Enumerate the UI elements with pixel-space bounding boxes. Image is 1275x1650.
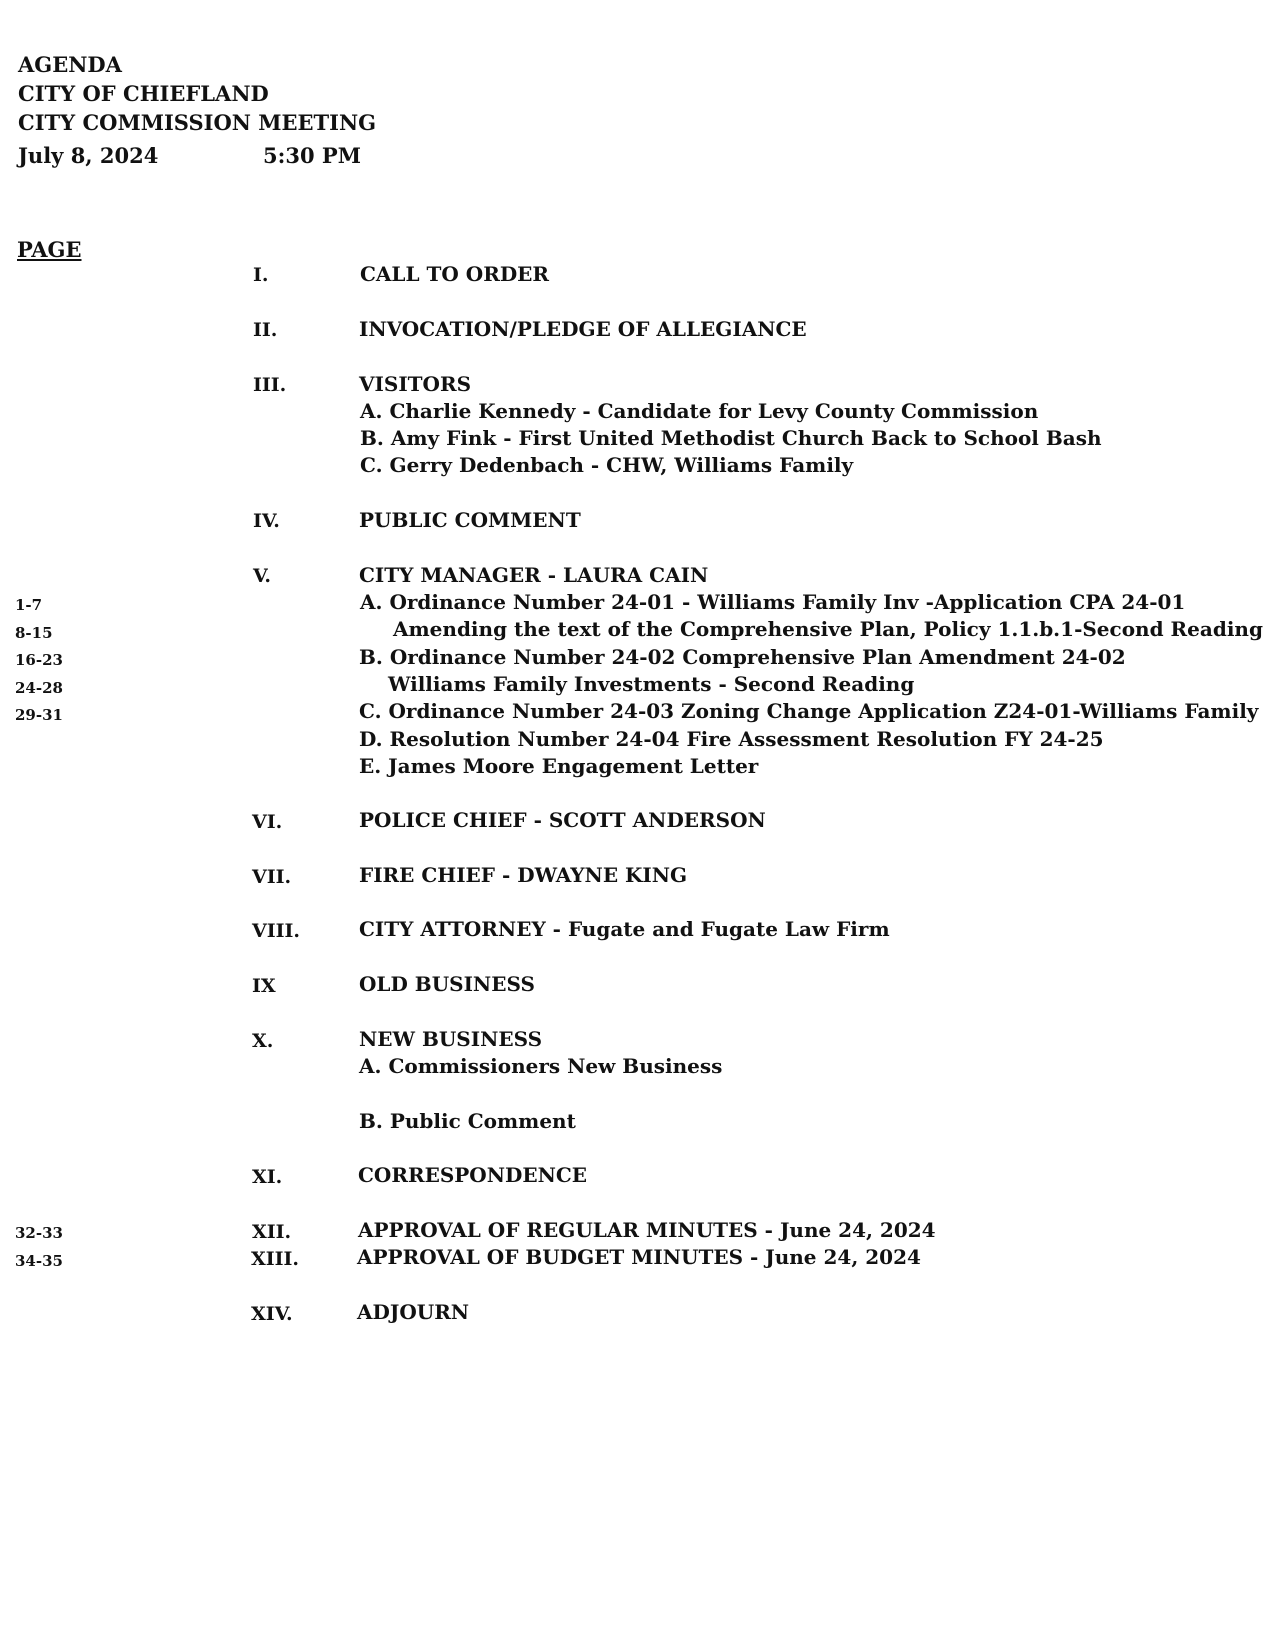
section-title: APPROVAL OF BUDGET MINUTES - June 24, 2024 <box>357 1245 921 1269</box>
agenda-item: E. James Moore Engagement Letter <box>359 754 759 778</box>
section-number: X. <box>252 1030 274 1052</box>
agenda-item: A. Commissioners New Business <box>359 1054 723 1078</box>
section-number: III. <box>253 374 287 396</box>
agenda-item: B. Public Comment <box>359 1109 576 1133</box>
agenda-item: A. Charlie Kennedy - Candidate for Levy County Commission <box>360 399 1039 423</box>
meeting-time: 5:30 PM <box>263 143 361 168</box>
page-ref: 8-15 <box>15 624 53 642</box>
section-title: CITY ATTORNEY - Fugate and Fugate Law Firm <box>359 917 890 941</box>
meeting-name: CITY COMMISSION MEETING <box>18 110 377 135</box>
section-title: CALL TO ORDER <box>360 262 550 286</box>
section-title: CORRESPONDENCE <box>358 1163 588 1187</box>
meeting-date: July 8, 2024 <box>18 143 159 168</box>
section-number: II. <box>253 319 278 341</box>
section-title: POLICE CHIEF - SCOTT ANDERSON <box>359 808 766 832</box>
city-name: CITY OF CHIEFLAND <box>18 81 269 106</box>
agenda-item: A. Ordinance Number 24-01 - Williams Family Inv -Application CPA 24-01 <box>360 590 1186 614</box>
agenda-title: AGENDA <box>18 52 122 77</box>
page-ref: 34-35 <box>15 1252 63 1270</box>
page-ref: 29-31 <box>15 706 63 724</box>
section-number: I. <box>253 264 269 286</box>
agenda-item: C. Gerry Dedenbach - CHW, Williams Family <box>360 453 854 477</box>
agenda-item: B. Ordinance Number 24-02 Comprehensive Plan Amendment 24-02 <box>359 645 1126 669</box>
page-ref: 16-23 <box>15 651 63 669</box>
section-number: VIII. <box>252 920 301 942</box>
section-title: INVOCATION/PLEDGE OF ALLEGIANCE <box>359 317 807 341</box>
section-title: NEW BUSINESS <box>359 1027 543 1051</box>
page-ref: 24-28 <box>15 679 63 697</box>
section-title: CITY MANAGER - LAURA CAIN <box>359 563 709 587</box>
section-number: XII. <box>252 1221 292 1243</box>
agenda-item: D. Resolution Number 24-04 Fire Assessment Resolution FY 24-25 <box>359 727 1104 751</box>
section-number: IV. <box>253 510 280 532</box>
section-number: VII. <box>252 866 292 888</box>
section-number: XI. <box>252 1166 283 1188</box>
section-number: IX <box>252 975 276 997</box>
section-title: OLD BUSINESS <box>359 972 535 996</box>
page-ref: 1-7 <box>15 596 43 614</box>
agenda-item: C. Ordinance Number 24-03 Zoning Change Application Z24-01-Williams Family <box>359 699 1259 723</box>
section-title: PUBLIC COMMENT <box>359 508 581 532</box>
agenda-item-continued: Amending the text of the Comprehensive Plan, Policy 1.1.b.1-Second Reading <box>393 617 1263 641</box>
agenda-item-continued: Williams Family Investments - Second Reading <box>388 672 915 696</box>
section-title: VISITORS <box>359 372 472 396</box>
section-number: XIV. <box>251 1303 293 1325</box>
page-ref: 32-33 <box>15 1224 63 1242</box>
agenda-item: B. Amy Fink - First United Methodist Church Back to School Bash <box>360 426 1102 450</box>
page-column-label: PAGE <box>17 237 82 262</box>
section-title: ADJOURN <box>357 1300 470 1324</box>
section-title: APPROVAL OF REGULAR MINUTES - June 24, 2024 <box>358 1218 936 1242</box>
section-number: VI. <box>252 811 283 833</box>
section-number: XIII. <box>251 1248 300 1270</box>
section-number: V. <box>253 565 272 587</box>
section-title: FIRE CHIEF - DWAYNE KING <box>359 863 688 887</box>
